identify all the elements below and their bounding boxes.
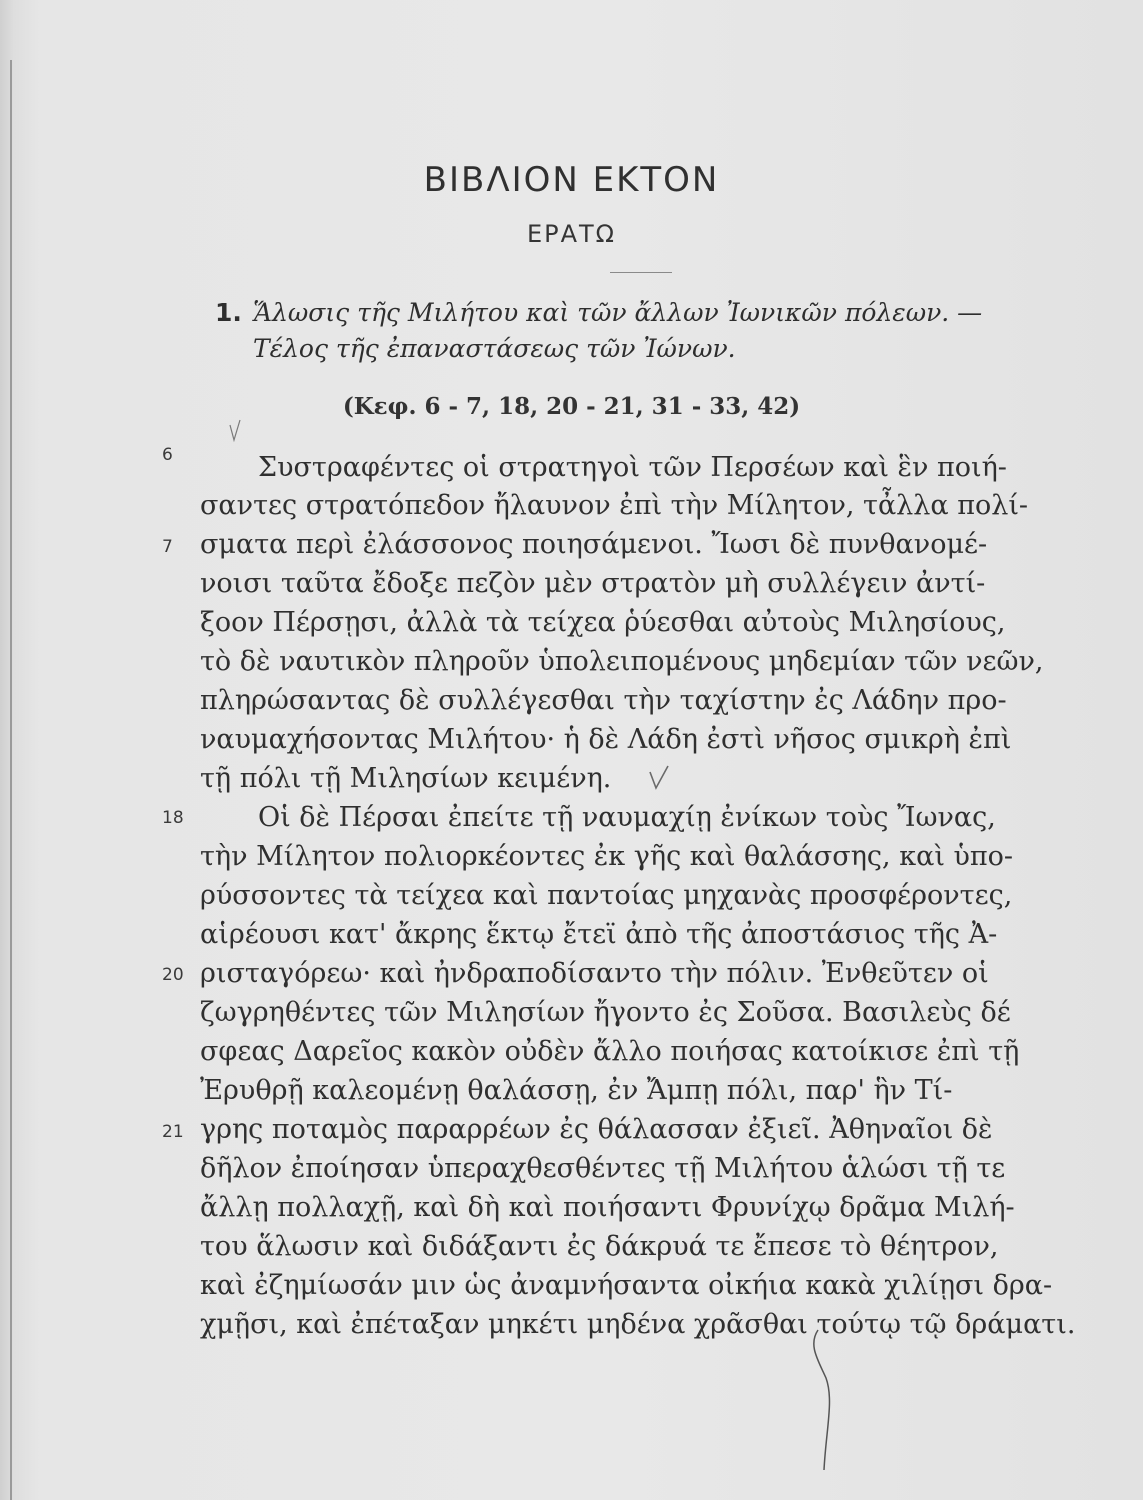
text-line: πληρώσαντας δὲ συλλέγεσθαι τὴν ταχίστην ἐς Λάδην προ- <box>200 685 1007 716</box>
margin-chapter-number: 18 <box>162 808 184 828</box>
text-line: ρισταγόρεω· καὶ ἠνδραποδίσαντο τὴν πόλιν. Ἐνθεῦτεν οἱ <box>200 958 989 989</box>
text-line: ξοον Πέρσῃσι, ἀλλὰ τὰ τείχεα ῥύεσθαι αὐτοὺς Μιλησίους, <box>200 607 1006 638</box>
text-line: τὴν Μίλητον πολιορκέοντες ἐκ γῆς καὶ θαλάσσης, καὶ ὑπο- <box>200 841 1014 872</box>
text-line: ναυμαχήσοντας Μιλήτου· ἡ δὲ Λάδη ἐστὶ νῆσος σμικρὴ ἐπὶ <box>200 724 1012 755</box>
text-line: του ἅλωσιν καὶ διδάξαντι ἐς δάκρυά τε ἔπεσε τὸ θέητρον, <box>200 1231 999 1262</box>
pencil-check-mark <box>650 766 668 788</box>
text-line: σφεας Δαρεῖος κακὸν οὐδὲν ἄλλο ποιήσας κατοίκισε ἐπὶ τῇ <box>200 1036 1020 1067</box>
text-line: τῇ πόλι τῇ Μιλησίων κειμένη. <box>200 763 612 794</box>
book-subtitle: ΕΡΑΤΩ <box>526 220 617 248</box>
text-line: χμῇσι, καὶ ἐπέταξαν μηκέτι μηδένα χρᾶσθαι τούτῳ τῷ δράματι. <box>200 1309 1076 1340</box>
text-line: Συστραφέντες οἱ στρατηγοὶ τῶν Περσέων καὶ ἓν ποιή- <box>258 452 1007 483</box>
text-line: νοισι ταῦτα ἔδοξε πεζὸν μὲν στρατὸν μὴ συλλέγειν ἀντί- <box>200 568 986 599</box>
text-line: καὶ ἐζημίωσάν μιν ὡς ἀναμνήσαντα οἰκήια κακὰ χιλίῃσι δρα- <box>200 1270 1053 1301</box>
section-number: 1. <box>215 298 242 327</box>
text-line: Οἱ δὲ Πέρσαι ἐπείτε τῇ ναυμαχίῃ ἐνίκων τοὺς Ἴωνας, <box>258 802 996 833</box>
text-line: αἱρέουσι κατ' ἄκρης ἕκτῳ ἔτεϊ ἀπὸ τῆς ἀποστάσιος τῆς Ἀ- <box>200 919 998 950</box>
text-line: σματα περὶ ἐλάσσονος ποιησάμενοι. Ἴωσι δὲ πυνθανομέ- <box>200 529 988 560</box>
pencil-check-mark <box>230 420 240 440</box>
chapter-references: (Κεφ. 6 - 7, 18, 20 - 21, 31 - 33, 42) <box>342 393 801 420</box>
margin-chapter-number: 7 <box>162 537 173 557</box>
text-line: σαντες στρατόπεδον ἤλαυνον ἐπὶ τὴν Μίλητον, τἆλλα πολί- <box>200 490 1029 521</box>
text-line: γρης ποταμὸς παραρρέων ἐς θάλασσαν ἐξιεῖ. Ἀθηναῖοι δὲ <box>200 1114 993 1145</box>
section-title-line: Τέλος τῆς ἐπαναστάσεως τῶν Ἰώνων. <box>253 334 736 363</box>
text-line: τὸ δὲ ναυτικὸν πληροῦν ὑπολειπομένους μηδεμίαν τῶν νεῶν, <box>200 646 1044 677</box>
text-line: ἄλλῃ πολλαχῇ, καὶ δὴ καὶ ποιήσαντι Φρυνίχῳ δρᾶμα Μιλή- <box>200 1192 1015 1223</box>
margin-chapter-number: 21 <box>162 1122 184 1142</box>
margin-chapter-number: 20 <box>162 965 184 985</box>
text-line: Ἐρυθρῇ καλεομένῃ θαλάσσῃ, ἐν Ἄμπῃ πόλι, παρ' ἣν Τί- <box>200 1075 953 1106</box>
section-title-line: Ἅλωσις τῆς Μιλήτου καὶ τῶν ἄλλων Ἰωνικῶν πόλεων. — <box>253 298 983 327</box>
margin-chapter-number: 6 <box>162 445 173 465</box>
pencil-margin-line <box>814 1330 830 1470</box>
text-line: δῆλον ἐποίησαν ὑπεραχθεσθέντες τῇ Μιλήτου ἁλώσι τῇ τε <box>200 1153 1006 1184</box>
book-title: ΒΙΒΛΙΟΝ ΕΚΤΟΝ <box>423 160 720 200</box>
text-line: ρύσσοντες τὰ τείχεα καὶ παντοίας μηχανὰς προσφέροντες, <box>200 880 1013 911</box>
text-line: ζωγρηθέντες τῶν Μιλησίων ἤγοντο ἐς Σοῦσα. Βασιλεὺς δέ <box>200 997 1011 1028</box>
